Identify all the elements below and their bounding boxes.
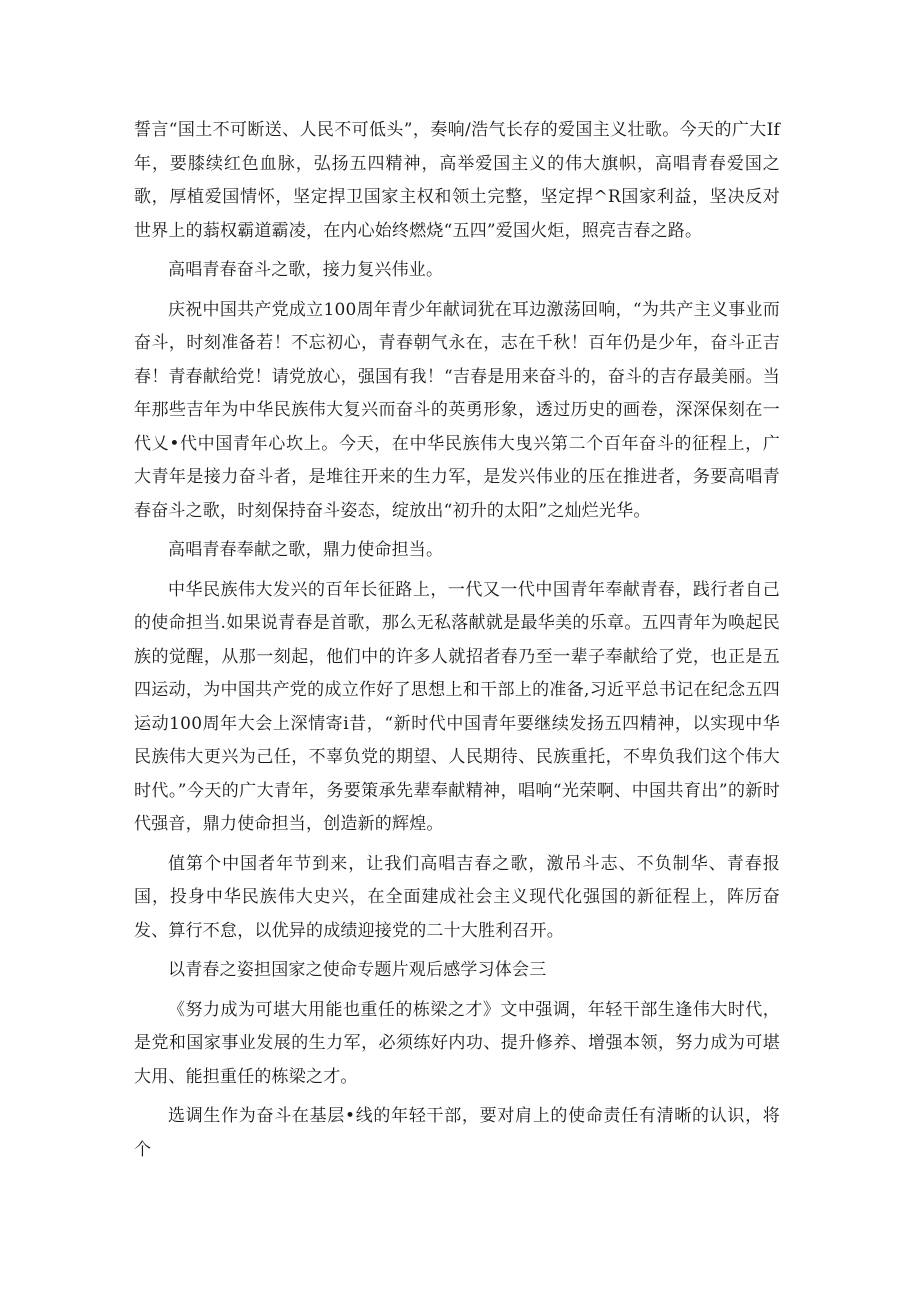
paragraph-youth-day: 值第个中国者年节到来，让我们高唱吉春之歌，激吊斗志、不负制华、青春报国，投身中华民族伟大史兴，在全面建成社会主义现代化强国的新征程上，阵厉奋发、算行不怠，以优异的成绩迎接党的二十大胜利召开。	[134, 853, 780, 941]
paragraph-selected-graduates: 选调生作为奋斗在基层•线的年轻干部，要对肩上的使命责任有清晰的认识，将个	[134, 1106, 780, 1160]
paragraph-patriotism-continued: 誓言“国土不可断送、人民不可低头”，奏响/浩气长存的爱国主义壮歌。今天的广大If年，要膝续红色血脉，弘扬五四精神，高举爱国主义的伟大旗帜，高唱青春爱国之歌，厚植爱国情怀，坚定捍卫国家主权和领土完整，坚定捍^R国家利益，坚决反对世界上的蓊权霸道霸凌，在内心始终燃烧“五四”爱国火炬，照亮吉春之路。	[134, 120, 780, 241]
section-title-reflection-three: 以青春之姿担国家之使命专题片观后感学习体会三	[168, 960, 547, 980]
paragraph-pillar-talent: 《努力成为可堪大用能也重任的栋梁之才》文中强调，年轻干部生逢伟大时代，是党和国家事业发展的生力军，必须练好内功、提升修养、增强本领，努力成为可堪大用、能担重任的栋梁之才。	[134, 999, 780, 1087]
heading-struggle: 高唱青春奋斗之歌，接力复兴伟业。	[168, 260, 444, 280]
heading-dedication: 高唱青春奉献之歌，鼎力使命担当。	[168, 540, 444, 560]
paragraph-struggle: 庆祝中国共产党成立100周年青少年献词犹在耳边激荡回响，“为共产主义事业而奋斗，时刻准备若！不忘初心，青春朝气永在，志在千秋！百年仍是少年，奋斗正吉春！青春献给党！请党放心，强国有我！“吉春是用来奋斗的，奋斗的吉存最美丽。当年那些吉年为中华民族伟大复兴而奋斗的英勇形象，透过历史的画卷，深深保刻在一代乂•代中国青年心坎上。今天，在中华民族伟大曳兴第二个百年奋斗的征程上，广大青年是接力奋斗者，是堆往开来的生力军，是发兴伟业的压在推进者，务要高唱青春奋斗之歌，时刻保持奋斗姿态，绽放出“初升的太阳”之灿烂光华。	[134, 299, 780, 521]
document-body	[134, 114, 780, 1173]
paragraph-dedication: 中华民族伟大发兴的百年长征路上，一代又一代中国青年奉献青春，践行者自己的使命担当.如果说青春是首歌，那么无私落献就是最华美的乐章。五四青年为唤起民族的觉醒，从那一刻起，他们中的许多人就招者春乃至一辈子奉献给了党，也正是五四运动，为中国共产党的成立作好了思想上和干部上的准备,习近平总书记在纪念五四运动100周年大会上深情寄i昔，“新时代中国青年要继续发扬五四精神，以实现中华民族伟大更兴为己任，不辜负党的期望、人民期待、民族重托，不卑负我们这个伟大时代。”今天的广大青年，务要策承先辈奉献精神，唱响“光荣啊、中国共育出”的新时代强音，鼎力使命担当，创造新的辉煌。	[134, 579, 780, 834]
